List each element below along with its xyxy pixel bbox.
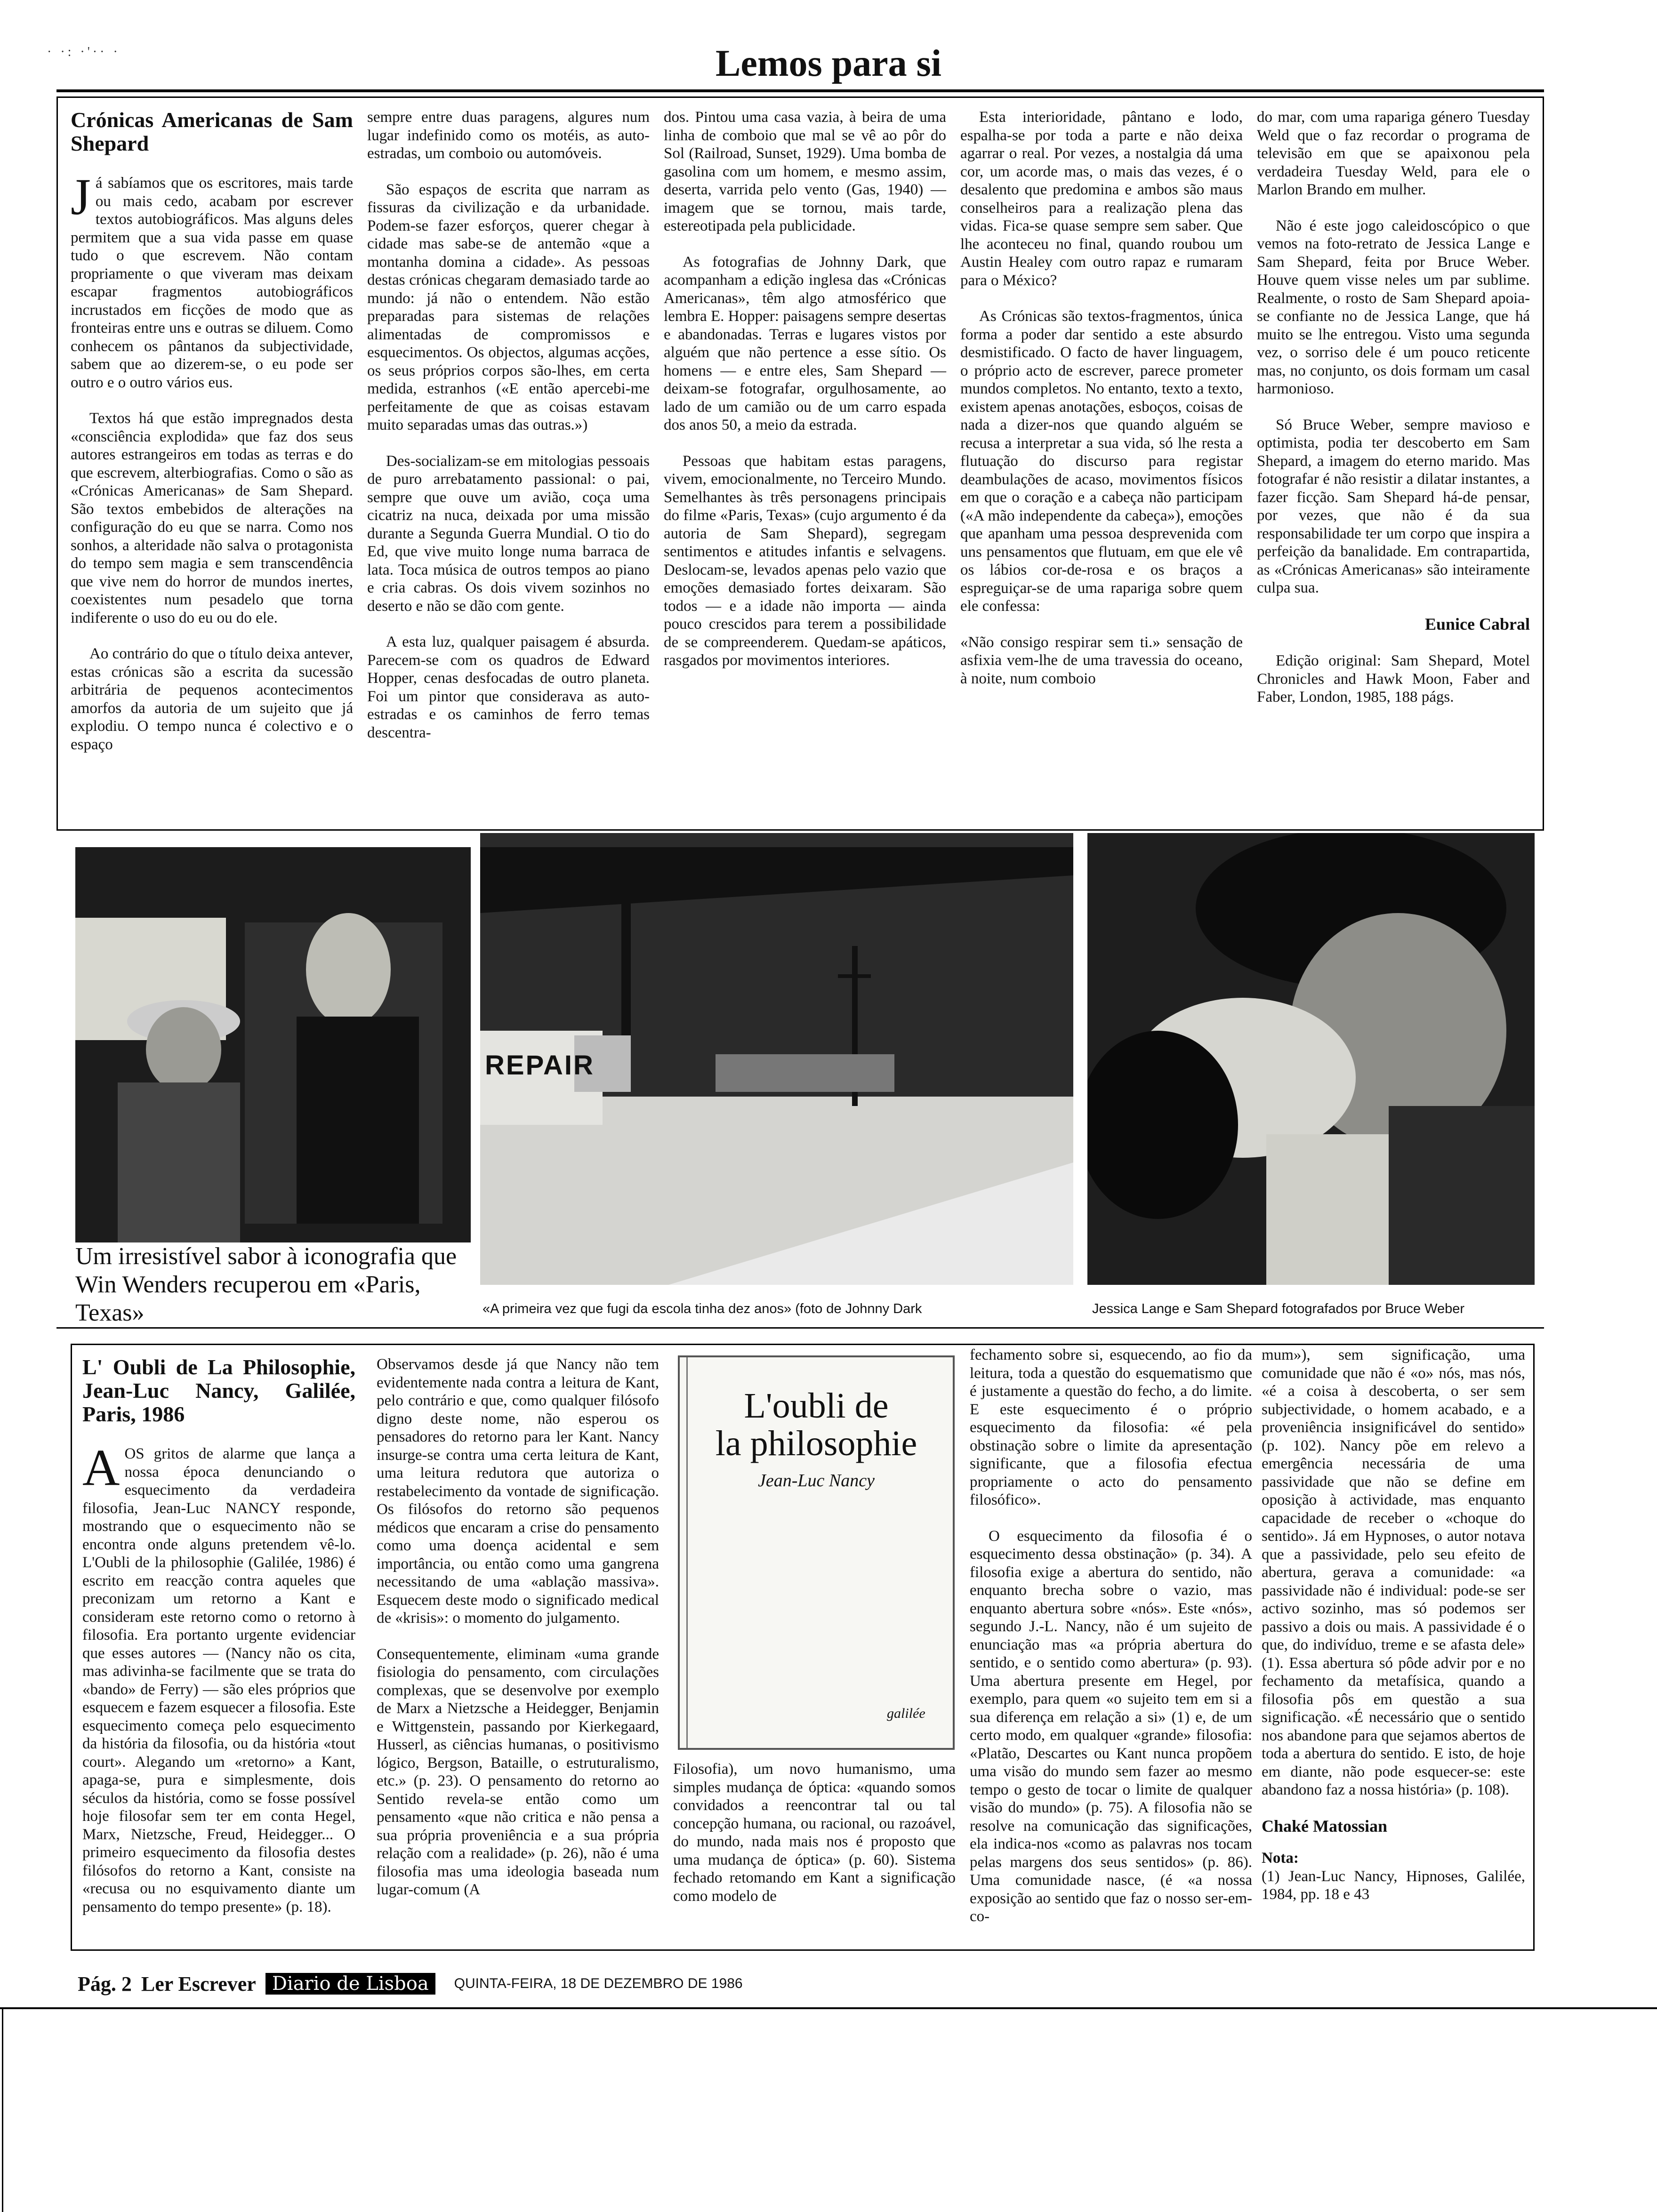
- article2-p6: O esquecimento da filosofia é o esquecimento dessa obstinação» (p. 34). A filosofia exige a abertura do sentido, não enquanto brecha sobre o vazio, mas enquanto abertura sobre «nós». Este «nós», segundo J.-L. Nancy, não é um sujeito de enunciação mas «a própria abertura do sentido, e o sentido como abertura» (p. 93). Uma abertura presente em Hegel, por exemplo, para quem «o sujeito tem em si a sua diferença em relação a si» (1) e, de um certo modo, em qualquer «grande» filosofia: «Platão, Descartes ou Kant nunca propõem uma visão do mundo sem fazer ao mesmo tempo o gesto de tocar o limite de qualquer visão do mundo» (p. 75). A filosofia não se resolve na comunicação das significações, ela indica-nos «como as palavras nos tocam pelas margens dos seus sentidos» (p. 86). Uma comunidade nasce, (é «a nossa exposição ao sentido que faz o nosso ser-em-co-: [970, 1527, 1252, 1925]
- article1-col3: [664, 108, 946, 688]
- article1-p4: sempre entre duas paragens, algures num lugar indefinido como os motéis, as auto-estradas, um comboio ou automóveis.: [367, 109, 650, 162]
- article2-signature: Chaké Matossian: [1262, 1816, 1388, 1835]
- article2-p4: Filosofia), um novo humanismo, uma simples mudança de óptica: «quando somos convidados a reencontrar tal ou tal concepção humana, ou racional, ou razoável, do mundo, nada mais nos é proposto que uma mudança de óptica» (p. 60). Sistema fechado retomando em Kant a significação como modelo de: [673, 1761, 956, 1905]
- article1-headline: Crónicas Americanas de Sam Shepard: [71, 108, 353, 155]
- caption-middle: «A primeira vez que fugi da escola tinha dez anos» (foto de Johnny Dark: [483, 1301, 922, 1316]
- caption-right: Jessica Lange e Sam Shepard fotografados por Bruce Weber: [1092, 1301, 1464, 1316]
- photo-bottom-rule: [56, 1327, 1544, 1329]
- article1-col2: [367, 108, 650, 760]
- article1-col1: [71, 108, 353, 771]
- section-title: Lemos para si: [716, 43, 941, 84]
- article2-col5: [1262, 1346, 1525, 1904]
- article2-headline: L' Oubli de La Philosophie, Jean-Luc Nancy, Galilée, Paris, 1986: [82, 1355, 355, 1426]
- left-edge-line: [2, 2007, 3, 2212]
- article1-signature: Eunice Cabral: [1424, 614, 1530, 633]
- article1-p10: Pessoas que habitam estas paragens, vivem, emocionalmente, no Terceiro Mundo. Semelhantes às três personagens principais do filme «Paris, Texas» (cujo argumento é da autoria de Sam Shepard), segregam sentimentos e atitudes infantis e selvagens. Deslocam-se, levados apenas pelo vazio que emoções demasiado fortes deixaram. São todos — e a idade não importa — ainda pouco crescidos para terem a possibilidade de se compreenderem. Quedam-se apáticos, rasgados por movimentos interiores.: [664, 452, 946, 669]
- article1-p8: dos. Pintou uma casa vazia, à beira de uma linha de comboio que mal se vê ao pôr do Sol (Railroad, Sunset, 1929). Uma bomba de gasolina com um homem, e mesmo assim, deserta, varrida pelo vento (Gas, 1940) — imagem que se tornou, mais tarde, estereotipada pela publicidade.: [664, 109, 946, 234]
- article1-p11: Esta interioridade, pântano e lodo, espalha-se por toda a parte e não deixa agarrar o real. Por vezes, a nostalgia dá uma cor, um acorde mas, o mais das vezes, é o desalento que predomina e ambos são maus conselheiros para a realização plena das vidas. Fica-se quase sempre sem saber. Que lhe aconteceu no final, quando roubou um Austin Healey com outro rapaz e rumaram para o México?: [960, 109, 1243, 289]
- article1-p14: do mar, com uma rapariga género Tuesday Weld que o faz recordar o programa de televisão em que se apaixonou pela verdadeira Tuesday Weld, para ele o Marlon Brando em mulher.: [1257, 109, 1530, 198]
- article1-p6: Des-socializam-se em mitologias pessoais de puro arrebatamento passional: o pai, sempre que ouve um avião, coça uma cicatriz na nuca, deixada por uma missão durante a Segunda Guerra Mundial. O tio do Ed, que vive muito longe numa barraca de lata. Toca música de outros tempos ao piano e cria cabras. Os dois vivem sozinhos no deserto e não se dão com gente.: [367, 452, 650, 615]
- article2-col4: [970, 1346, 1252, 1944]
- article1-dropcap: J: [71, 168, 91, 225]
- footer-supplement: Ler Escrever: [141, 1972, 256, 1996]
- article2-col2: [377, 1355, 659, 1917]
- article2-note-label: Nota:: [1262, 1850, 1299, 1867]
- article2-p3: Consequentemente, eliminam «uma grande fisiologia do pensamento, com circulações complexas, que se desenvolve por exemplo de Marx a Nietzsche a Heidegger, Benjamin e Wittgenstein, passando por Kierkegaard, Husserl, as ciências humanas, o positivismo lógico, Bergson, Bataille, o estruturalismo, etc.» (p. 23). O pensamento do retorno ao Sentido revela-se então como um pensamento «que não critica e não pensa a sua própria proveniência e a sua própria relação com a realidade» (p. 26), não é uma filosofia mas uma ideologia baseada num lugar-comum (A: [377, 1645, 659, 1898]
- article1-p16: Só Bruce Weber, sempre mavioso e optimista, podia ter descoberto em Sam Shepard, a imagem do eterno marido. Mas fotografar é não resistir a dilatar instantes, a fazer ficção. Sam Shepard há-de pensar, por vezes, que não é da sua responsabilidade ter um corpo que inspira a perfeição da banalidade. Em contrapartida, as «Crónicas Americanas» são inteiramente culpa sua.: [1257, 416, 1530, 596]
- photo-gas-station: [480, 833, 1073, 1285]
- top-rule: [56, 89, 1544, 92]
- article2-col1: [82, 1355, 355, 1934]
- article1-p5: São espaços de escrita que narram as fissuras da civilização e da urbanidade. Podem-se fazer esforços, querer chegar à cidade mas sabe-se de antemão «que a montanha domina a cidade». As pessoas destas crónicas chegaram demasiado tarde ao mundo: já não o entendem. Não estão preparadas para sistemas de relações alimentadas de compromissos e esquecimentos. Os objectos, algumas acções, os seus próprios corpos são-lhes, em certa medida, estranhos («E então apercebi-me perfeitamente de que as coisas estavam muito separadas umas das outras.»): [367, 181, 650, 433]
- article1-p15: Não é este jogo caleidoscópico o que vemos na foto-retrato de Jessica Lange e Sam Shepard, feita por Bruce Weber. Houve quem visse neles um par sublime. Realmente, o rosto de Sam Shepard apoia-se confiante no de Jessica Lange, que há muito se lhe entregou. Visto uma segunda vez, o sorriso dele é um pouco reticente mas, no conjunto, os dois formam um casal harmonioso.: [1257, 217, 1530, 397]
- article2-p1: OS gritos de alarme que lança a nossa época denunciando o esquecimento da verdadeira filosofia, Jean-Luc NANCY responde, mostrando que o esquecimento não se encontra onde alguns pretendem vê-lo. L'Oubli de la philosophie (Galilée, 1986) é escrito em reacção contra aqueles que preconizam um retorno a Kant e consideram este retorno como o retorno à filosofia. Era portanto urgente evidenciar que esses autores — (Nancy não os cita, mas adivinha-se facilmente que se trata do «bando» de Ferry) — são eles próprios que esquecem e fazem esquecer a filosofia. Este esquecimento começa pelo esquecimento da história da filosofia, ou da história «tout court». Alegando um «retorno» a Kant, apaga-se, pura e simplesmente, dois séculos da história, como se fosse possível hoje filosofar sem ter em conta Hegel, Marx, Nietzsche, Freud, Heidegger... O primeiro esquecimento da filosofia destes filósofos do retorno a Kant, consiste na «recusa ou no esquivamento diante um pensamento do tempo presente» (p. 18).: [82, 1445, 355, 1915]
- footer-rule: [0, 2007, 1657, 2009]
- book-title-line2: la philosophie: [715, 1424, 917, 1463]
- footer-date: QUINTA-FEIRA, 18 DE DEZEMBRO DE 1986: [454, 1976, 743, 1991]
- photo-paris-texas-figures: [75, 847, 471, 1242]
- article1-p12: As Crónicas são textos-fragmentos, única forma a poder dar sentido a este absurdo desmistificado. O facto de haver linguagem, o próprio acto de escrever, parece prometer mundos completos. No entanto, texto a texto, existem apenas anotações, esboços, coisas de nada a dizer-nos que quando alguém se recusa a interpretar a sua vida, só lhe resta a flutuação do discurso para registar deambulações de acaso, movimentos físicos em que o coração e a cabeça não participam («A mão independente da cabeça»), emoções que apanham uma pessoa desprevenida com uns pensamentos que flutuam, em que ele vê os lábios cor-de-rosa e os braços a espreguiçar-se de uma rapariga sobre quem ele confessa:: [960, 308, 1243, 615]
- article1-p1: á sabíamos que os escritores, mais tarde ou mais cedo, acabam por escrever textos autobiográficos. Mas alguns deles permitem que a sua vida passe em quase tudo o que escrevem. Não contam propriamente o que viveram mas deixam escapar fragmentos autobiográficos incrustados em ficções de modo que as fronteiras entre uns e outras se diluem. Como conhecem os pântanos da subjectividade, sabem que ao dizerem-se, o eu pode ser outro e o outro vários eus.: [71, 175, 353, 391]
- footer: [78, 1970, 743, 1998]
- article1-edition: Edição original: Sam Shepard, Motel Chronicles and Hawk Moon, Faber and Faber, London, 1985, 188 págs.: [1257, 652, 1530, 705]
- article2-note-text: (1) Jean-Luc Nancy, Hipnoses, Galilée, 1984, pp. 18 e 43: [1262, 1867, 1525, 1903]
- article1-p3: Ao contrário do que o título deixa antever, estas crónicas são a escrita da sucessão arbitrária de pequenos acontecimentos amorfos da autoria de um sujeito que já explodiu. O tempo nunca é colectivo e o espaço: [71, 645, 353, 753]
- article1-p13: «Não consigo respirar sem ti.» sensação de asfixia vem-lhe de uma travessia do oceano, à noite, num comboio: [960, 633, 1243, 687]
- article2-p7: mum»), sem significação, uma comunidade que não é «o» nós, mas nós, «é a coisa à descoberta, o ser sem subjectividade, o homem acabado, e a proveniência insignificável do sentido» (p. 102). Nancy põe em relevo a emergência necessária de uma passividade que não se define em oposição à actividade, mas enquanto capacidade de receber o «choque do sentido». Já em Hypnoses, o autor notava que a passividade, pelo seu efeito de abertura, gerava a comunidade: «a passividade não é individual: pode-se ser activo sozinho, mas só podemos ser passivo a dois ou mais. A passividade é o que, do indivíduo, treme e se afasta dele» (1). Essa abertura só pôde advir por e no fechamento da metafísica, quando a filosofia pôs em questão a sua significação. «É necessário que o sentido nos abandone para que sejamos abertos de toda a abertura do sentido. E isto, de hoje em diante, não pode esquecer-se: este abandono faz a nossa história» (p. 108).: [1262, 1346, 1525, 1798]
- repair-sign: REPAIR: [485, 1050, 595, 1081]
- article1-p2: Textos há que estão impregnados desta «consciência explodida» que faz dos seus autores estrangeiros em todas as terras e do que escrevem, alterbiografias. Como o são as «Crónicas Americanas» de Sam Shepard. São textos embebidos de alterações na configuração do eu que se narra. Como nos sonhos, a alteridade não salva o protagonista do tempo sem magia e sem transcendência que vive nem do horror de mundos inertes, coexistentes num pesadelo que torna indiferente o uso do eu ou do ele.: [71, 410, 353, 626]
- article2-p5: fechamento sobre si, esquecendo, ao fio da leitura, toda a questão do esquematismo que é justamente a questão do fecho, a do limite. E este esquecimento é o próprio esquecimento da filosofia: «é pela obstinação sobre o limite da apresentação significante, que a filosofia efectua propriamente o acto do pensamento filosófico».: [970, 1346, 1252, 1508]
- book-author: Jean-Luc Nancy: [758, 1471, 875, 1491]
- book-publisher: galilée: [887, 1706, 925, 1721]
- photo-paris-texas: [75, 847, 471, 1242]
- footer-page-label: Pág. 2: [78, 1972, 132, 1996]
- article1-col5: [1257, 108, 1530, 724]
- article1-col4: [960, 108, 1243, 705]
- book-cover: [678, 1355, 955, 1750]
- book-title-line1: L'oubli de: [744, 1386, 889, 1426]
- article2-p2: Observamos desde já que Nancy não tem evidentemente nada contra a leitura de Kant, pelo contrário e que, como qualquer filósofo digno deste nome, não esperou os pensadores do retorno para ler Kant. Nancy insurge-se contra uma certa leitura de Kant, uma leitura redutora que autoriza o restabelecimento da vontade de significação. Os filósofos do retorno são pequenos médicos que encaram a crise do pensamento como uma doença acidental e sem importância, ou então como uma gangrena necessitando de uma «ablação massiva». Esquecem deste modo o significado medical de «krisis»: o momento do julgamento.: [377, 1356, 659, 1627]
- article1-p9: As fotografias de Johnny Dark, que acompanham a edição inglesa das «Crónicas Americanas», têm algo atmosférico que lembra E. Hopper: paisagens sempre desertas e abandonadas. Terras e lugares vistos por alguém que não pertence a esse sítio. Os homens — e entre eles, Sam Shepard — deixam-se fotografar, orgulhosamente, ao lado de um camião ou de um carro espada dos anos 50, a meio da estrada.: [664, 253, 946, 433]
- footer-newspaper: Diario de Lisboa: [265, 1973, 435, 1995]
- photo-lange-shepard: [1087, 833, 1535, 1285]
- photo-lange-shepard-portrait: [1087, 833, 1535, 1285]
- corner-marks: · ·: ·'·· ·: [47, 45, 121, 59]
- article1-p7: A esta luz, qualquer paisagem é absurda. Parecem-se com os quadros de Edward Hopper, cenas desfocadas de outro planeta. Foi um pintor que considerava as auto-estradas e os caminhos de ferro temas descentra-: [367, 633, 650, 741]
- article2-col3-bottom: [673, 1760, 956, 1923]
- caption-left: Um irresistível sabor à iconografia que Win Wenders recuperou em «Paris, Texas»: [75, 1243, 457, 1326]
- article2-dropcap: A: [82, 1439, 120, 1496]
